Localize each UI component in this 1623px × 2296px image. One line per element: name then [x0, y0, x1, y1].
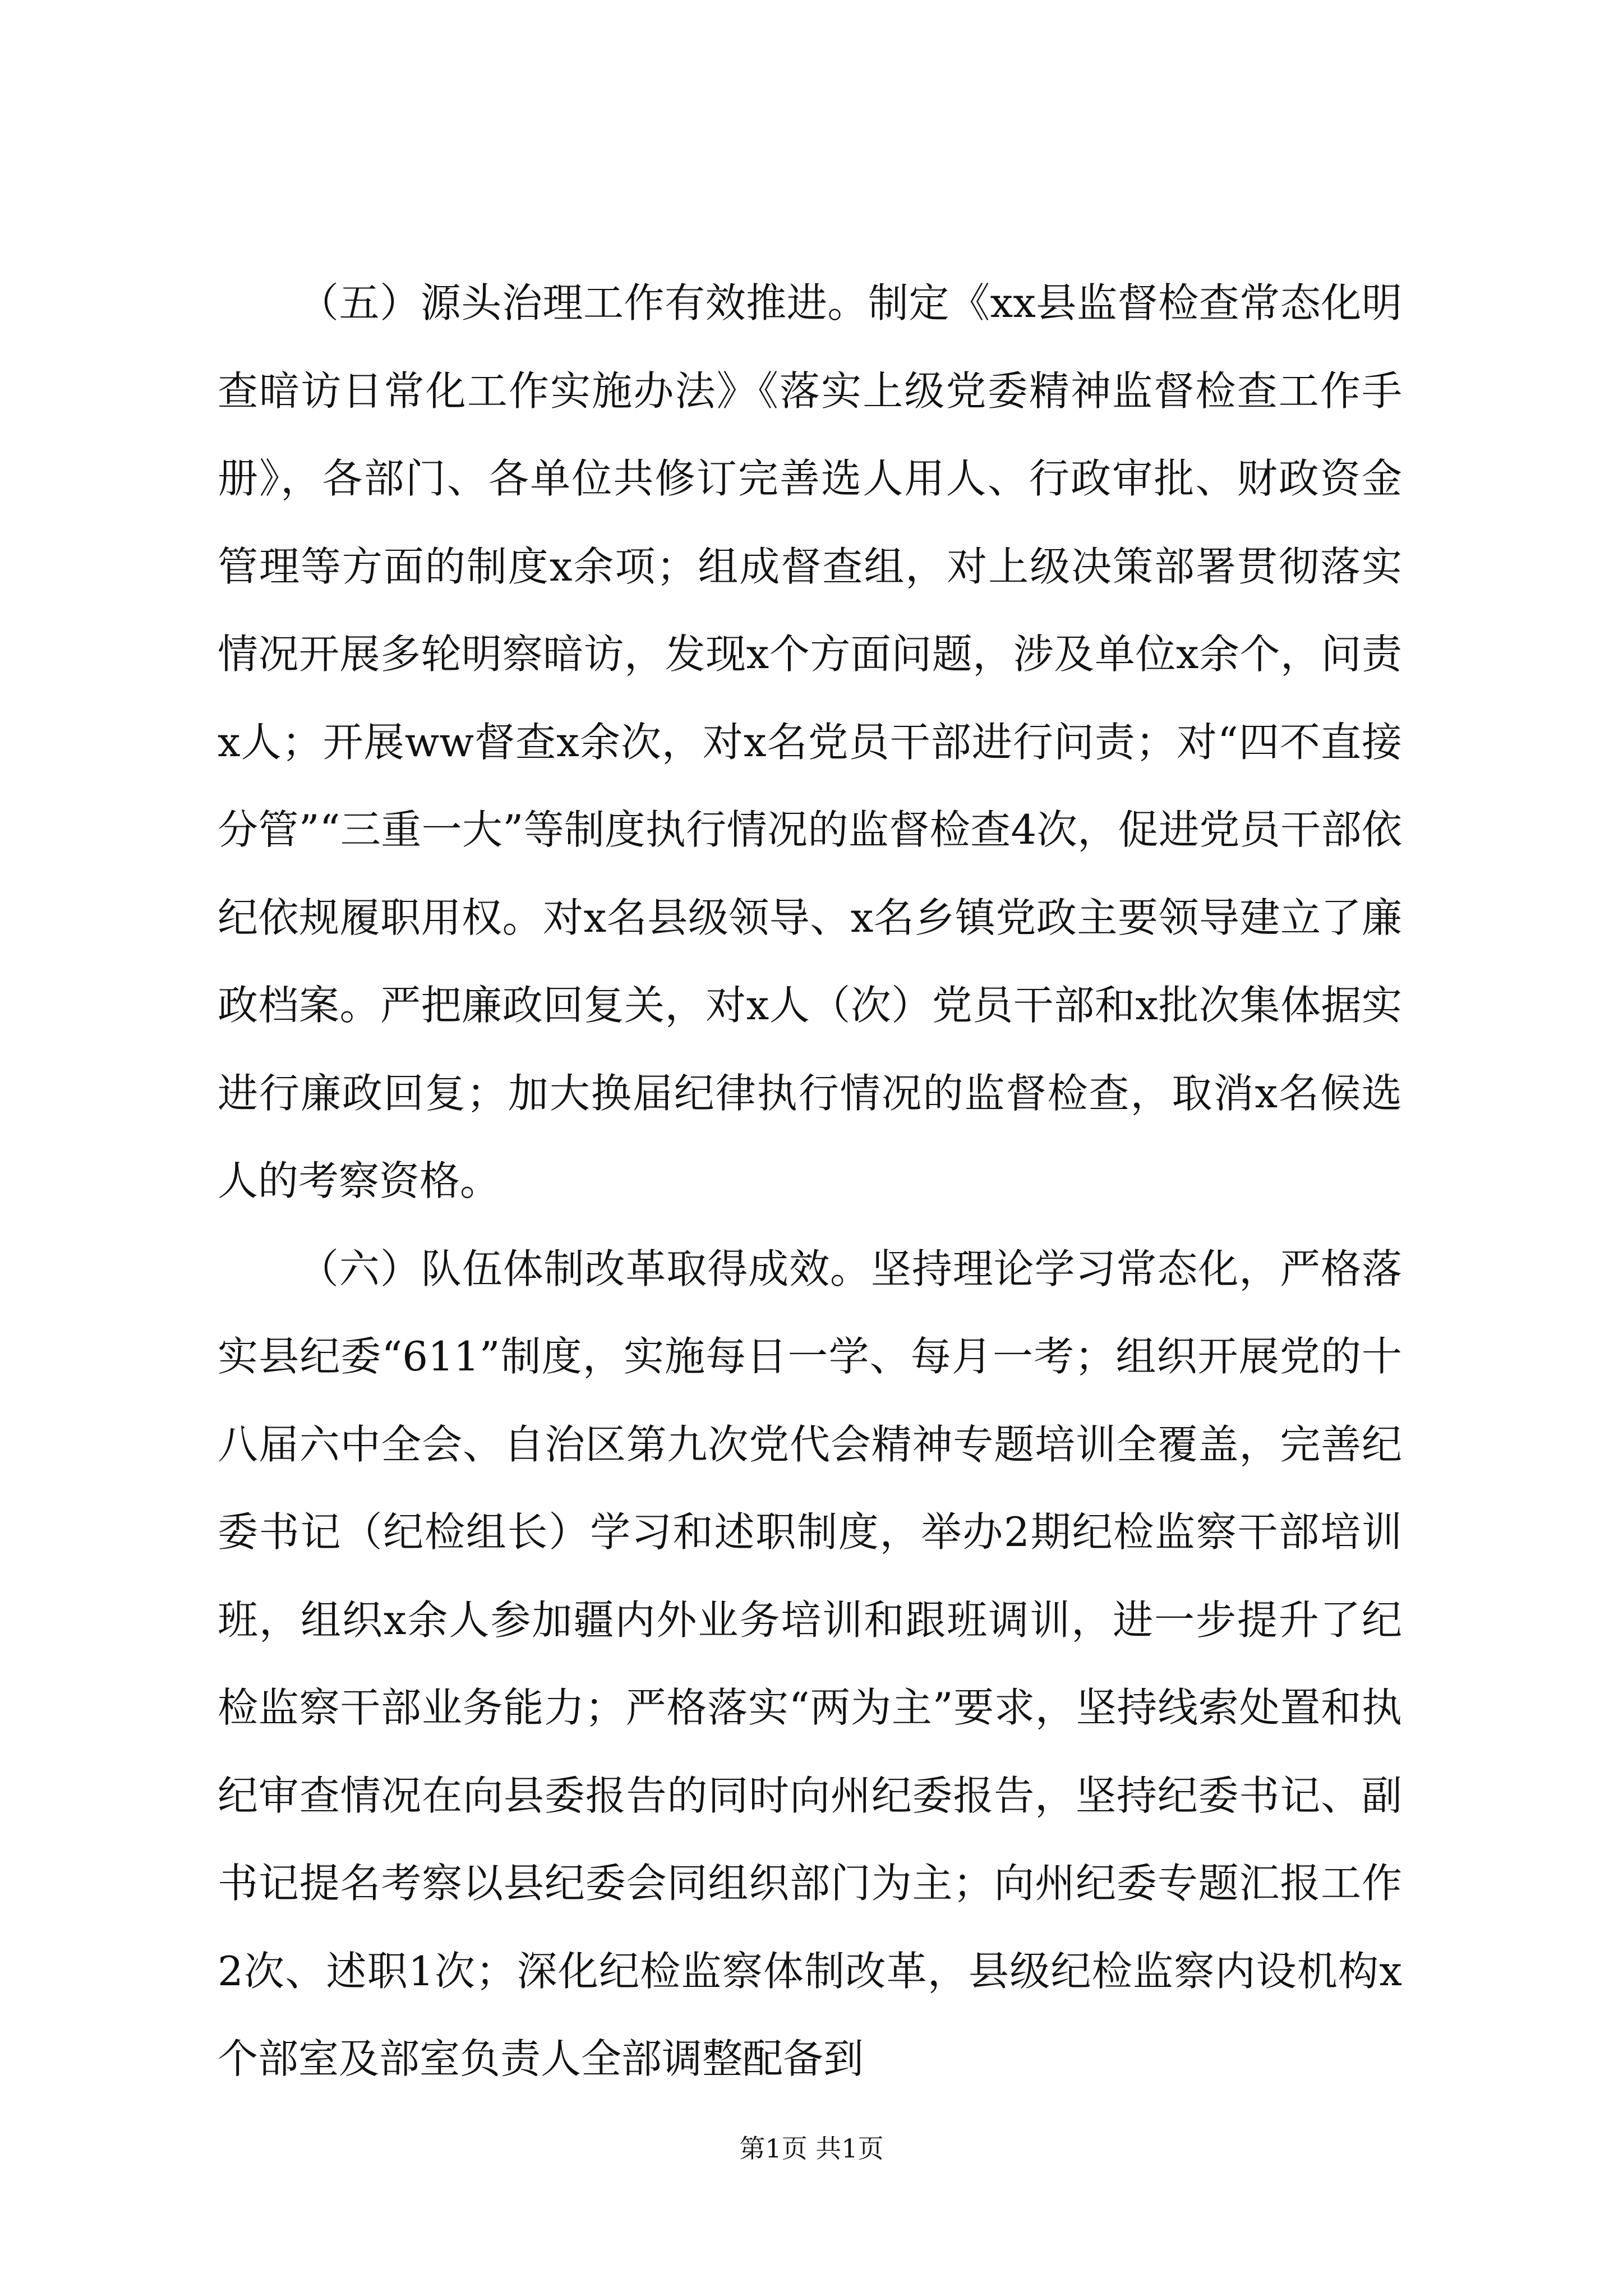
- paragraph-source-governance: （五）源头治理工作有效推进。制定《xx县监督检查常态化明查暗访日常化工作实施办法》《落实上级党委精神监督检查工作手册》，各部门、各单位共修订完善选人用人、行政审批、财政资金管理等方面的制度x余项；组成督查组，对上级决策部署贯彻落实情况开展多轮明察暗访，发现x个方面问题，涉及单位x余个，问责x人；开展ww督查x余次，对x名党员干部进行问责；对“四不直接分管”“三重一大”等制度执行情况的监督检查4次，促进党员干部依纪依规履职用权。对x名县级领导、x名乡镇党政主要领导建立了廉政档案。严把廉政回复关，对x人（次）党员干部和x批次集体据实进行廉政回复；加大换届纪律执行情况的监督检查，取消x名候选人的考察资格。: [218, 279, 1402, 1204]
- document-body: [218, 259, 1402, 2103]
- page-footer: 第1页 共1页: [739, 2133, 884, 2164]
- paragraph-team-reform: （六）队伍体制改革取得成效。坚持理论学习常态化，严格落实县纪委“611”制度，实施每日一学、每月一考；组织开展党的十八届六中全会、自治区第九次党代会精神专题培训全覆盖，完善纪委书记（纪检组长）学习和述职制度，举办2期纪检监察干部培训班，组织x余人参加疆内外业务培训和跟班调训，进一步提升了纪检监察干部业务能力；严格落实“两为主”要求，坚持线索处置和执纪审查情况在向县委报告的同时向州纪委报告，坚持纪委书记、副书记提名考察以县纪委会同组织部门为主；向州纪委专题汇报工作2次、述职1次；深化纪检监察体制改革，县级纪检监察内设机构x个部室及部室负责人全部调整配备到: [218, 1245, 1402, 2082]
